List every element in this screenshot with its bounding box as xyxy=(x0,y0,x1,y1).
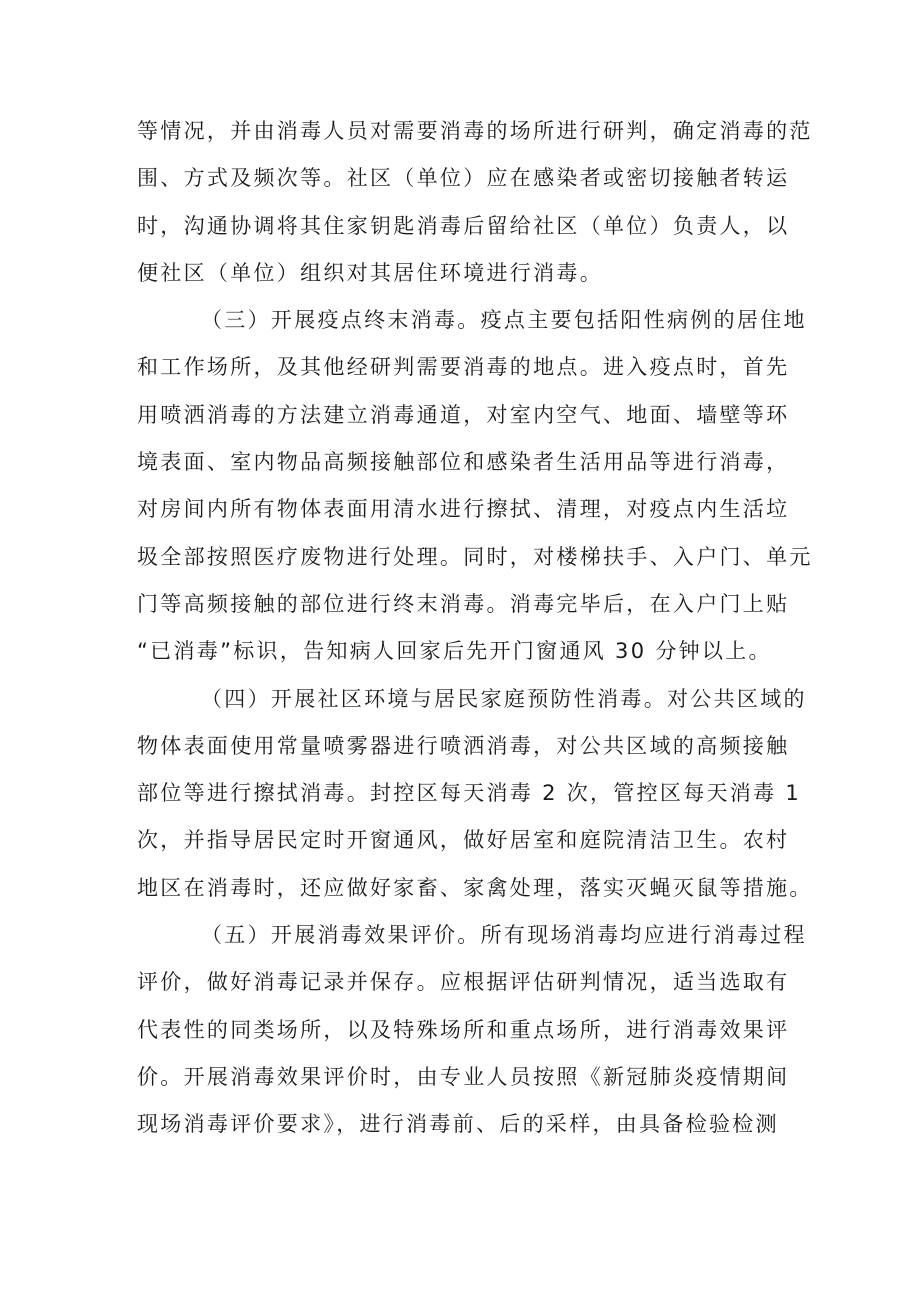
text-line: 物体表面使用常量喷雾器进行喷洒消毒，对公共区域的高频接触 xyxy=(137,733,790,758)
text-line: 代表性的同类场所，以及特殊场所和重点场所，进行消毒效果评 xyxy=(137,1017,790,1042)
text-line: （五）开展消毒效果评价。所有现场消毒均应进行消毒过程 xyxy=(201,923,807,948)
text-line: “已消毒”标识，告知病人回家后先开门窗通风 30 分钟以上。 xyxy=(137,639,772,664)
text-line: 和工作场所，及其他经研判需要消毒的地点。进入疫点时，首先 xyxy=(137,355,790,380)
paragraph-terminal-disinfection xyxy=(137,297,813,675)
text-line: 评价，做好消毒记录并保存。应根据评估研判情况，适当选取有 xyxy=(137,970,790,995)
text-line: 价。开展消毒效果评价时，由专业人员按照《新冠肺炎疫情期间 xyxy=(137,1064,790,1089)
text-line: 用喷洒消毒的方法建立消毒通道，对室内空气、地面、墙壁等环 xyxy=(137,402,790,427)
paragraph-effect-evaluation xyxy=(137,912,807,1148)
paragraph-continuation xyxy=(137,108,813,297)
text-line: 对房间内所有物体表面用清水进行擦拭、清理，对疫点内生活垃 xyxy=(137,497,790,522)
text-line: （三）开展疫点终末消毒。疫点主要包括阳性病例的居住地 xyxy=(201,308,807,333)
text-line: 等情况，并由消毒人员对需要消毒的场所进行研判，确定消毒的范 xyxy=(137,119,813,143)
text-line: 境表面、室内物品高频接触部位和感染者生活用品等进行消毒， xyxy=(137,450,790,475)
text-line: 门等高频接触的部位进行终末消毒。消毒完毕后，在入户门上贴 xyxy=(137,591,790,616)
text-line: 便社区（单位）组织对其居住环境进行消毒。 xyxy=(137,260,603,285)
text-line: 部位等进行擦拭消毒。封控区每天消毒 2 次，管控区每天消毒 1 xyxy=(137,781,802,806)
text-line: 时，沟通协调将其住家钥匙消毒后留给社区（单位）负责人，以 xyxy=(137,213,790,238)
text-line: 现场消毒评价要求》，进行消毒前、后的采样，由具备检验检测 xyxy=(137,1112,779,1137)
text-line: （四）开展社区环境与居民家庭预防性消毒。对公共区域的 xyxy=(201,686,807,711)
text-line: 次，并指导居民定时开窗通风，做好居室和庭院清洁卫生。农村 xyxy=(137,828,790,853)
text-line: 围、方式及频次等。社区（单位）应在感染者或密切接触者转运 xyxy=(137,166,790,191)
paragraph-preventive-disinfection xyxy=(137,676,813,912)
document-body xyxy=(137,108,813,1149)
text-line: 地区在消毒时，还应做好家畜、家禽处理，落实灭蝇灭鼠等措施。 xyxy=(137,875,813,900)
text-line: 圾全部按照医疗废物进行处理。同时，对楼梯扶手、入户门、单元 xyxy=(137,544,813,569)
